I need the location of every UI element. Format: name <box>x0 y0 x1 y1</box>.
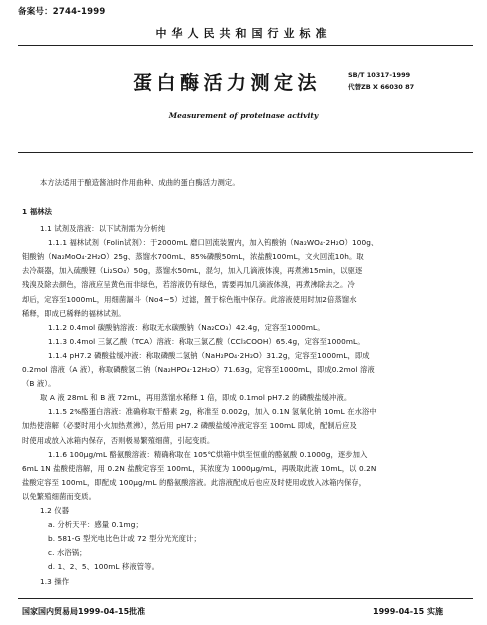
body-line: 以免繁殖细菌而变质。 <box>22 491 96 501</box>
body-line: 1.1.1 福林试剂（Folin试剂）：于2000mL 磨口回流装置内，加入钨酸钠（Na₂WO₄·2H₂O）100g、 <box>48 238 379 248</box>
body-line: 残溴及除去颜色，溶液应呈黄色而非绿色，若溶液仍有绿色，需要再加几滴液体溴，再煮沸除去之。冷 <box>22 280 355 290</box>
body-line: a. 分析天平：感量 0.1mg； <box>48 520 143 530</box>
national-standard-heading: 中华人民共和国行业标准 <box>155 27 332 40</box>
body-line: 1.1.4 pH7.2 磷酸盐缓冲液：称取磷酸二氢钠（NaH₂PO₄·2H₂O）31.2g，定容至1000mL，即成 <box>48 350 370 360</box>
standard-number: SB/T 10317-1999 <box>348 71 411 79</box>
body-line: 6mL 1N 盐酸使溶解，用 0.2N 盐酸定容至 100mL，其浓度为 1000μg/mL，再吸取此液 10mL，以 0.2N <box>22 463 377 473</box>
title-rule <box>18 152 473 153</box>
body-line: b. 581-G 型光电比色计或 72 型分光光度计； <box>48 534 201 544</box>
header-rule <box>18 45 473 46</box>
footer-rule <box>18 598 473 599</box>
scope-statement: 本方法适用于酿造酱油时作用曲种、成曲的蛋白酶活力测定。 <box>40 178 240 187</box>
body-line: 1.3 操作 <box>40 576 70 586</box>
implementation-date: 1999-04-15 实施 <box>373 607 443 616</box>
body-line: 1.1.6 100μg/mL 酪氨酸溶液：精确称取在 105℃烘箱中烘至恒重的酪氨酸 0.1000g，逐步加入 <box>48 449 368 459</box>
body-line: 加热使溶解（必要时用小火加热煮沸），然后用 pH7.2 磷酸盐缓冲液定容至 100mL 即成，配制后应及 <box>22 421 357 431</box>
filing-number: 备案号：2744-1999 <box>18 7 106 17</box>
english-title: Measurement of proteinase activity <box>168 111 319 120</box>
standard-number-block <box>348 69 414 93</box>
body-line: （B 液）。 <box>22 379 56 389</box>
body-line: 去冷凝器，加入硫酸锂（Li₂SO₄）50g，蒸馏水50mL，混匀，加入几滴液体溴，再煮沸15min，以驱逐 <box>22 266 363 276</box>
body-line: d. 1、2、5、100mL 移液管等。 <box>48 562 159 572</box>
body-line: c. 水浴锅； <box>48 548 87 558</box>
document-title: 蛋白酶活力测定法 <box>133 72 322 94</box>
approval-note: 国家国内贸易局1999-04-15批准 <box>22 607 146 616</box>
body-line: 1.1.2 0.4mol 碳酸钠溶液：称取无水碳酸钠（Na₂CO₃）42.4g，定容至1000mL。 <box>48 322 325 332</box>
body-line: 0.2mol 溶液（A 液），称取磷酸氢二钠（Na₂HPO₄·12H₂O）71.63g，定容至1000mL，即成0.2mol 溶液 <box>22 365 375 374</box>
body-line: 稀释，即成已稀释的福林试剂。 <box>22 308 126 318</box>
body-line: 1.1.3 0.4mol 三氯乙酸（TCA）溶液：称取三氯乙酸（CCl₃COOH）65.4g，定容至1000mL。 <box>48 336 365 346</box>
body-line: 1.1.5 2%酪蛋白溶液：准确称取干酪素 2g，称准至 0.002g，加入 0.1N 氢氧化钠 10mL 在水浴中 <box>48 407 377 417</box>
body-line: 时使用或放入冰箱内保存，否则极易繁殖细菌，引起变质。 <box>22 435 215 445</box>
body-line: 钼酸钠（Na₂MoO₄·2H₂O）25g、蒸馏水700mL、85%磷酸50mL，浓盐酸100mL，文火回流10h。取 <box>22 252 364 262</box>
body-line: 1.2 仪器 <box>40 506 70 515</box>
body-line: 却后，定容至1000mL，用细菌漏斗（No4~5）过滤，置于棕色瓶中保存。此溶液使用时加2倍蒸馏水 <box>22 294 357 304</box>
body-line: 1.1 试剂及溶液：以下试剂需为分析纯 <box>40 224 166 233</box>
replaces-standard: 代替ZB X 66030 87 <box>348 83 415 91</box>
body-line: 取 A 液 28mL 和 B 液 72mL，再用蒸馏水稀释 1 倍，即成 0.1mol pH7.2 的磷酸盐缓冲液。 <box>40 393 352 403</box>
body-line: 盐酸定容至 100mL，即配成 100μg/mL 的酪氨酸溶液。此溶液配成后也应及时使用或放入冰箱内保存， <box>22 477 367 487</box>
section-heading: 1 福林法 <box>22 207 53 216</box>
